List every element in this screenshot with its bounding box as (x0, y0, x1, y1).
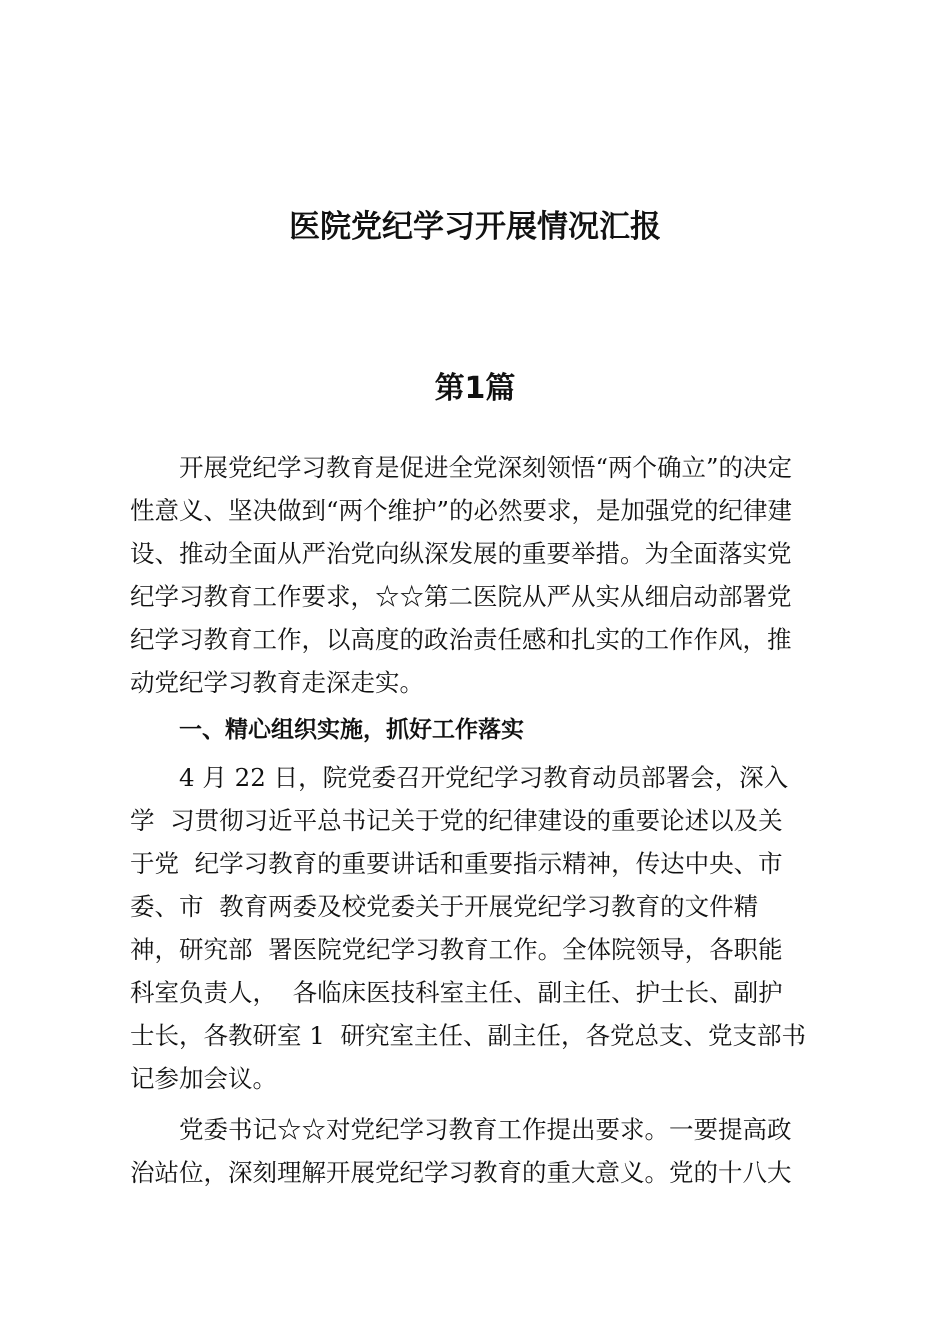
document-body (130, 446, 830, 1194)
text-line: 纪学习教育工作，以高度的政治责任感和扎实的工作作风，推 (130, 625, 792, 654)
text-line: 士长，各教研室 1 研究室主任、副主任，各党总支、党支部书 (130, 1021, 806, 1050)
text-line: 科室负责人， 各临床医技科室主任、副主任、护士长、副护 (130, 978, 783, 1007)
text-line: 神，研究部 署医院党纪学习教育工作。全体院领导，各职能 (130, 935, 783, 964)
part-heading: 第1篇 (434, 371, 516, 406)
text-line: 动党纪学习教育走深走实。 (130, 668, 424, 697)
text-line: 党委书记☆☆对党纪学习教育工作提出要求。一要提高政 (179, 1115, 792, 1144)
text-line: 于党 纪学习教育的重要讲话和重要指示精神，传达中央、市 (130, 849, 783, 878)
paragraph-intro (130, 446, 830, 704)
text-line: 治站位，深刻理解开展党纪学习教育的重大意义。党的十八大 (130, 1158, 792, 1187)
text-line: 学 习贯彻习近平总书记关于党的纪律建设的重要论述以及关 (130, 806, 783, 835)
paragraph-requirements (130, 1108, 830, 1194)
text-line: 性意义、坚决做到“两个维护”的必然要求，是加强党的纪律建 (130, 496, 793, 525)
text-line: 4 月 22 日，院党委召开党纪学习教育动员部署会，深入 (179, 763, 789, 792)
text-line: 纪学习教育工作要求，☆☆第二医院从严从实从细启动部署党 (130, 582, 792, 611)
section-heading: 一、精心组织实施，抓好工作落实 (179, 717, 524, 743)
text-line: 记参加会议。 (130, 1064, 277, 1093)
text-line: 开展党纪学习教育是促进全党深刻领悟“两个确立”的决定 (179, 453, 793, 482)
text-line: 委、市 教育两委及校党委关于开展党纪学习教育的文件精 (130, 892, 759, 921)
text-line: 设、推动全面从严治党向纵深发展的重要举措。为全面落实党 (130, 539, 792, 568)
paragraph-meeting (130, 756, 830, 1100)
document-title: 医院党纪学习开展情况汇报 (289, 209, 661, 245)
